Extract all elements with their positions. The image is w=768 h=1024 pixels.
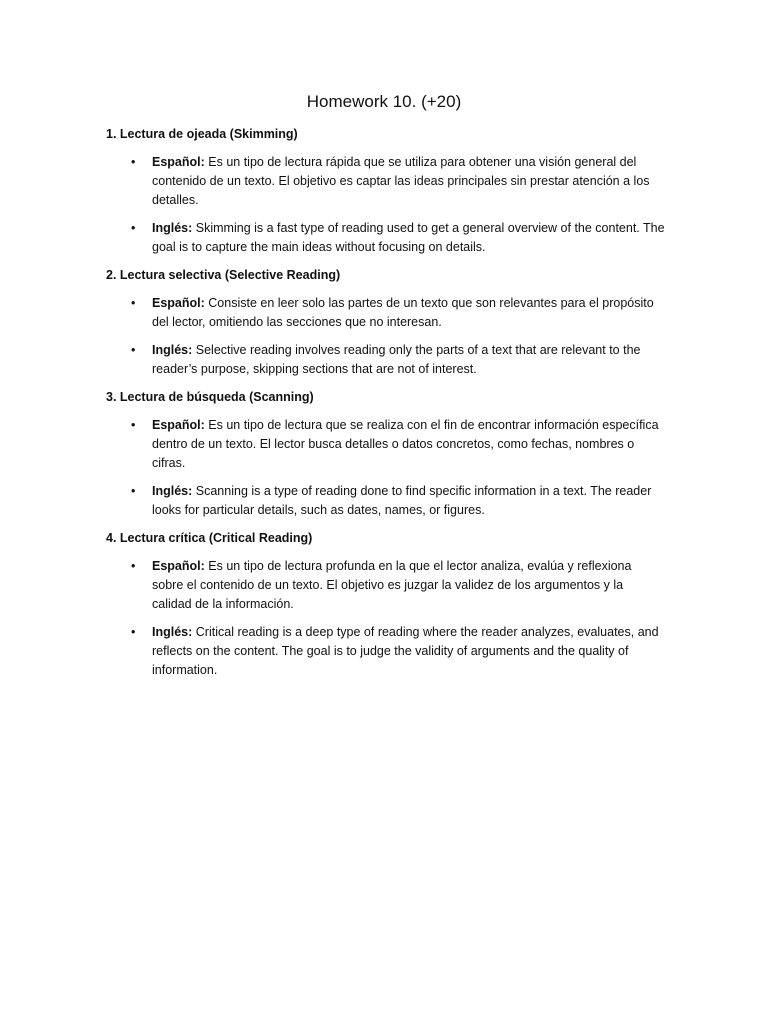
section-heading: 2. Lectura selectiva (Selective Reading) [106,268,341,282]
bullet-icon: • [131,625,136,639]
section-heading: 4. Lectura crítica (Critical Reading) [106,531,313,545]
language-label: Inglés: [152,343,193,357]
language-label: Español: [152,155,205,169]
bullet-list [106,557,666,680]
item-text: Scanning is a type of reading done to find specific information in a text. The reader looks for particular details, such as dates, names, or figures. [152,484,652,517]
bullet-icon: • [131,221,136,235]
list-item [106,153,666,210]
item-text: Critical reading is a deep type of reading where the reader analyzes, evaluates, and reflects on the content. The goal is to judge the validity of arguments and the quality of information. [152,625,659,677]
item-text: Skimming is a fast type of reading used to get a general overview of the content. The goal is to capture the main ideas without focusing on details. [152,221,665,254]
item-text: Consiste en leer solo las partes de un texto que son relevantes para el propósito del lector, omitiendo las secciones que no interesan. [152,296,654,329]
bullet-icon: • [131,418,136,432]
language-label: Inglés: [152,221,193,235]
bullet-list [106,294,666,379]
section-heading: 3. Lectura de búsqueda (Scanning) [106,390,314,404]
list-item [106,623,666,680]
bullet-icon: • [131,343,136,357]
list-item [106,416,666,473]
list-item [106,294,666,332]
section-scanning [106,388,666,520]
bullet-icon: • [131,484,136,498]
section-skimming [106,125,666,257]
item-text: Es un tipo de lectura profunda en la que el lector analiza, evalúa y reflexiona sobre el contenido de un texto. El objetivo es juzgar la validez de los argumentos y la calidad de la información. [152,559,632,611]
language-label: Inglés: [152,484,193,498]
item-text: Es un tipo de lectura rápida que se utiliza para obtener una visión general del contenido de un texto. El objetivo es captar las ideas principales sin prestar atención a los detalles. [152,155,650,207]
bullet-icon: • [131,559,136,573]
section-heading: 1. Lectura de ojeada (Skimming) [106,127,298,141]
section-critical-reading [106,529,666,680]
item-text: Es un tipo de lectura que se realiza con el fin de encontrar información específica dentro de un texto. El lector busca detalles o datos concretos, como fechas, nombres o cifras. [152,418,659,470]
list-item [106,557,666,614]
section-selective-reading [106,266,666,379]
item-text: Selective reading involves reading only the parts of a text that are relevant to the reader’s purpose, skipping sections that are not of interest. [152,343,641,376]
document-body [106,125,666,689]
language-label: Inglés: [152,625,193,639]
bullet-list [106,416,666,520]
list-item [106,482,666,520]
list-item [106,341,666,379]
language-label: Español: [152,296,205,310]
bullet-icon: • [131,155,136,169]
language-label: Español: [152,418,205,432]
list-item [106,219,666,257]
bullet-icon: • [131,296,136,310]
bullet-list [106,153,666,257]
language-label: Español: [152,559,205,573]
document-title: Homework 10. (+20) [306,92,462,111]
